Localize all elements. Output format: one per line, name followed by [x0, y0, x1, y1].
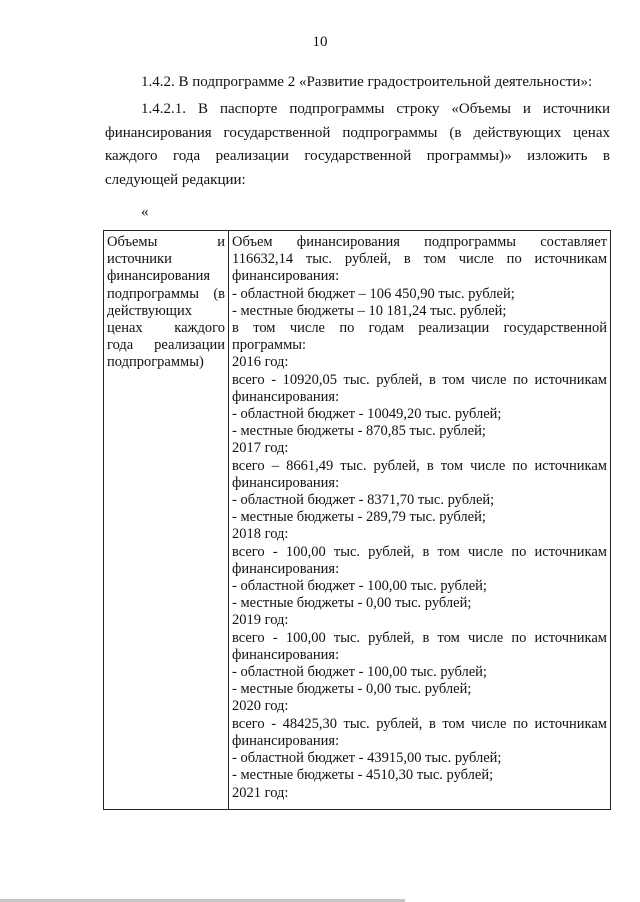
- year-2018-total: всего - 100,00 тыс. рублей, в том числе по источникам финансирования:: [232, 543, 607, 577]
- clause-1-4-2-1: 1.4.2.1. В паспорте подпрограммы строку «Объемы и источники финансирования государственной подпрограммы (в действующих ценах каждого года реализации государственной программы)» изложить в следующей редакции:: [105, 101, 610, 188]
- year-2016-label: 2016 год:: [232, 354, 289, 371]
- year-2019-local: - местные бюджеты - 0,00 тыс. рублей;: [232, 681, 472, 698]
- total-financing-text: Объем финансирования подпрограммы составляет 116632,14 тыс. рублей, в том числе по источникам финансирования:: [232, 234, 607, 285]
- year-2016-total: всего - 10920,05 тыс. рублей, в том числе по источникам финансирования:: [232, 371, 607, 405]
- year-2019-regional: - областной бюджет - 100,00 тыс. рублей;: [232, 664, 487, 681]
- year-2021-label: 2021 год:: [232, 784, 289, 801]
- by-year-intro: в том числе по годам реализации государственной программы:: [232, 320, 607, 354]
- year-2017-total: всего – 8661,49 тыс. рублей, в том числе по источникам финансирования:: [232, 457, 607, 491]
- year-2018-regional: - областной бюджет - 100,00 тыс. рублей;: [232, 578, 487, 595]
- year-2018-local: - местные бюджеты - 0,00 тыс. рублей;: [232, 595, 472, 612]
- financing-table: [103, 230, 611, 810]
- year-2016-regional: - областной бюджет - 10049,20 тыс. рублей;: [232, 406, 502, 423]
- year-2020-label: 2020 год:: [232, 698, 289, 715]
- year-2020-total: всего - 48425,30 тыс. рублей, в том числе по источникам финансирования:: [232, 715, 607, 749]
- year-2017-local: - местные бюджеты - 289,79 тыс. рублей;: [232, 509, 486, 526]
- year-2018-label: 2018 год:: [232, 526, 289, 543]
- opening-quote: «: [141, 204, 149, 220]
- year-2017-label: 2017 год:: [232, 440, 289, 457]
- year-2020-local: - местные бюджеты - 4510,30 тыс. рублей;: [232, 767, 494, 784]
- year-2017-regional: - областной бюджет - 8371,70 тыс. рублей;: [232, 492, 495, 509]
- table-right-cell: [229, 231, 610, 809]
- year-2020-regional: - областной бюджет - 43915,00 тыс. рублей;: [232, 750, 502, 767]
- local-budget-total: - местные бюджеты – 10 181,24 тыс. рублей;: [232, 302, 507, 319]
- year-2019-total: всего - 100,00 тыс. рублей, в том числе по источникам финансирования:: [232, 629, 607, 663]
- regional-budget-total: - областной бюджет – 106 450,90 тыс. рублей;: [232, 285, 515, 302]
- table-left-cell: [104, 231, 229, 809]
- row-header-label: Объемы и источники финансирования подпрограммы (в действующих ценах каждого года реализации подпрограммы): [107, 234, 225, 371]
- year-2019-label: 2019 год:: [232, 612, 289, 629]
- clause-1-4-2: 1.4.2. В подпрограмме 2 «Развитие градостроительной деятельности»:: [141, 74, 593, 90]
- year-2016-local: - местные бюджеты - 870,85 тыс. рублей;: [232, 423, 486, 440]
- page-number: 10: [312, 34, 328, 50]
